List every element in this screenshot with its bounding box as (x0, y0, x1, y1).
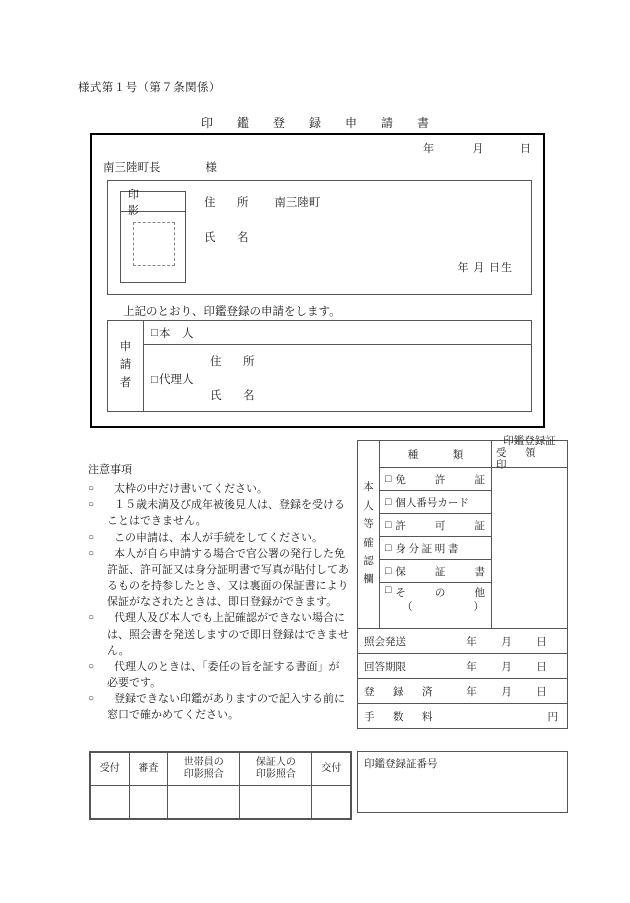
form-number: 様式第１号（第７条関係） (78, 82, 221, 94)
license-char-2: 許 (434, 474, 446, 486)
inquiry-dispatch-label: 照会発送 (364, 636, 406, 648)
note-bullet-icon: ○ (88, 693, 95, 705)
doc-type-option-other[interactable] (380, 583, 491, 617)
guarantee-label (392, 564, 491, 579)
license-checkbox[interactable]: □ (385, 473, 392, 485)
registered-day: 日 (536, 686, 547, 698)
applicant-self-row[interactable] (144, 321, 531, 345)
agent-name-label: 氏 名 (210, 390, 260, 402)
note-bullet-icon: ○ (88, 612, 95, 624)
verification-table (357, 435, 568, 729)
id-certificate-checkbox[interactable]: □ (385, 542, 392, 554)
reply-deadline-row[interactable] (358, 653, 567, 678)
col-header-review (129, 753, 168, 786)
note-item (88, 691, 350, 723)
birth-day-label: 日生 (489, 262, 513, 274)
note-item (88, 481, 350, 497)
inquiry-dispatch-row[interactable] (358, 628, 567, 653)
col-header-issuance (312, 753, 351, 786)
applicant-label-char-1: 申 (119, 341, 132, 354)
verification-label-char-6: 欄 (363, 574, 374, 586)
cell-issuance[interactable] (312, 786, 351, 819)
receipt-stamp-header-line1: 印鑑登録証 (503, 435, 556, 447)
agent-label: 代理人 (158, 374, 194, 386)
guarantee-char-2: 証 (434, 566, 446, 578)
date-year-label: 年 (423, 143, 435, 155)
registrant-info-box (107, 180, 532, 295)
permit-label (392, 518, 491, 533)
verification-upper (358, 435, 567, 628)
col-header-reception (91, 753, 130, 786)
note-text: 代理人及び本人でも上記確認ができない場合には、照会書を発送しますので即日登録はできません。 (107, 612, 349, 657)
date-month-label: 月 (472, 143, 485, 155)
declaration-text: 上記のとおり、印鑑登録の申請をします。 (123, 306, 341, 318)
birthdate-line (458, 259, 514, 275)
receipt-stamp-area[interactable] (492, 468, 567, 628)
verification-label-char-1: 本 (363, 482, 374, 494)
household-line2: 印影照合 (183, 769, 224, 780)
permit-char-2: 可 (434, 520, 446, 532)
note-bullet-icon: ○ (88, 531, 95, 543)
date-day-label: 日 (520, 143, 532, 155)
guarantor-line1: 保証人の (255, 756, 296, 768)
receipt-stamp-header-line2: 受 領 印 (496, 447, 554, 472)
inquiry-dispatch-date (454, 634, 567, 649)
verification-label-char-4: 確 (363, 537, 374, 549)
addressee-label: 南三陸町長 (103, 162, 161, 174)
other-char-1: そ (395, 588, 406, 599)
registration-number-label: 印鑑登録証番号 (364, 759, 438, 770)
note-bullet-icon: ○ (88, 499, 95, 511)
applicant-label-char-2: 請 (119, 359, 132, 372)
permit-char-3: 証 (474, 520, 485, 532)
guarantor-line2: 印影照合 (255, 769, 296, 780)
household-line1: 世帯員の (183, 756, 224, 768)
receipt-stamp-column (492, 435, 567, 628)
note-item (88, 659, 350, 691)
guarantee-char-3: 書 (474, 566, 485, 578)
review-line1: 審査 (138, 762, 159, 774)
verification-label-char-5: 認 (363, 555, 374, 567)
verification-label-char-3: 等 (363, 519, 374, 531)
doc-type-option-id-certificate[interactable] (380, 537, 491, 560)
address-line (204, 194, 320, 210)
reply-year: 年 (466, 661, 477, 673)
note-text: 代理人のときは、「委任の旨を証する書面」が必要です。 (107, 660, 340, 690)
notes-title: 注意事項 (88, 464, 132, 476)
guarantee-char-1: 保 (395, 566, 406, 578)
note-text: 太枠の中だけ書いてください。 (114, 483, 268, 496)
agent-address-label: 住 所 (210, 356, 260, 368)
note-item (88, 497, 350, 529)
col-header-guarantor-seal-check (240, 753, 312, 786)
note-bullet-icon: ○ (88, 547, 95, 559)
note-text: 登録できない印鑑がありますので記入する前に窓口で確かめてください。 (107, 693, 345, 722)
col-header-household-seal-check (168, 753, 240, 786)
seal-impression-label: 印 影 (121, 192, 185, 212)
mynumber-card-checkbox[interactable]: □ (385, 496, 392, 508)
note-item (88, 546, 350, 611)
honorific-label: 様 (205, 162, 217, 174)
registration-complete-row[interactable] (358, 678, 567, 703)
note-text: 本人が自ら申請する場合で官公署の発行した免許証、許可証又は身分証明書で写真が貼付してあるものを持参したとき、又は裏面の保証書により保証がなされたときは、即日登録ができます。 (107, 547, 349, 609)
doc-type-option-mynumber-card[interactable] (380, 491, 491, 514)
note-text: １５歳未満及び成年被後見人は、登録を受けることはできません。 (107, 499, 345, 528)
registered-year: 年 (466, 686, 477, 698)
applicant-section (107, 320, 532, 412)
reply-deadline-date (454, 659, 567, 674)
reply-day: 日 (536, 661, 547, 673)
applicant-vertical-label (108, 321, 144, 411)
self-label: 本 人 (158, 327, 194, 340)
agent-checkbox[interactable]: □ (151, 374, 158, 386)
page-title: 印 鑑 登 録 申 請 書 (200, 116, 435, 130)
note-text: この申請は、本人が手続をしてください。 (114, 531, 323, 544)
name-label: 氏 名 (204, 232, 254, 244)
notes-section (88, 462, 350, 724)
note-item (88, 530, 350, 546)
receipt-stamp-header (492, 435, 567, 472)
cell-reception[interactable] (91, 786, 130, 819)
other-open-paren: （ (402, 602, 413, 613)
mynumber-card-label: 個人番号カード (395, 497, 469, 509)
other-input-parens[interactable] (385, 599, 491, 614)
other-char-2: の (434, 588, 446, 599)
table-row (91, 786, 351, 819)
other-char-3: 他 (474, 588, 485, 599)
license-label (392, 472, 491, 487)
seal-impression-area[interactable] (133, 222, 175, 266)
submission-date-line (423, 140, 532, 156)
note-bullet-icon: ○ (88, 483, 95, 495)
other-checkbox[interactable]: □ (385, 585, 392, 596)
document-type-column (380, 441, 492, 628)
note-bullet-icon: ○ (88, 660, 95, 672)
other-close-paren: ） (473, 602, 484, 613)
fee-row[interactable] (358, 703, 567, 728)
applicant-label-char-3: 者 (119, 376, 132, 389)
note-item (88, 610, 350, 658)
permit-checkbox[interactable]: □ (385, 519, 392, 531)
reply-deadline-label: 回答期限 (364, 661, 406, 673)
registration-complete-label: 登 録 済 (364, 686, 437, 698)
license-char-1: 免 (395, 474, 406, 486)
seal-impression-box[interactable] (120, 188, 186, 283)
cell-guarantor-seal-check[interactable] (240, 786, 312, 819)
reply-month: 月 (501, 661, 512, 673)
permit-char-1: 許 (395, 520, 406, 532)
guarantee-checkbox[interactable]: □ (385, 565, 392, 577)
table-header-row (91, 753, 351, 786)
inquiry-month: 月 (501, 636, 512, 648)
cell-household-seal-check[interactable] (168, 786, 240, 819)
inquiry-year: 年 (466, 636, 477, 648)
fee-unit: 円 (547, 711, 558, 723)
license-char-3: 証 (474, 474, 485, 486)
addressee-line (103, 159, 217, 175)
main-form-box (90, 133, 545, 428)
registered-month: 月 (501, 686, 512, 698)
issuance-line1: 交付 (321, 762, 342, 774)
agent-checkbox-group[interactable] (151, 371, 193, 387)
doc-type-option-guarantee[interactable] (380, 560, 491, 583)
birth-year-label: 年 (457, 262, 470, 274)
address-value[interactable]: 南三陸町 (274, 197, 321, 209)
self-checkbox[interactable]: □ (151, 326, 158, 339)
verification-label-char-2: 人 (363, 500, 374, 512)
address-label: 住 所 (204, 197, 254, 209)
registration-number-box[interactable] (357, 751, 568, 813)
document-type-header: 種 類 (380, 441, 491, 468)
reception-line1: 受付 (99, 762, 120, 774)
registration-complete-date (454, 684, 567, 699)
fee-label: 手 数 料 (364, 711, 437, 723)
inquiry-day: 日 (536, 636, 547, 648)
verification-vertical-label (358, 441, 380, 628)
id-certificate-label: 身 分 証 明 書 (395, 543, 459, 555)
doc-type-option-license[interactable] (380, 468, 491, 491)
doc-type-option-permit[interactable] (380, 514, 491, 537)
other-label (392, 585, 491, 600)
cell-review[interactable] (129, 786, 168, 819)
applicant-agent-row (144, 345, 531, 411)
birth-month-label: 月 (473, 262, 486, 274)
applicant-fields (144, 321, 531, 411)
processing-table (89, 751, 352, 820)
